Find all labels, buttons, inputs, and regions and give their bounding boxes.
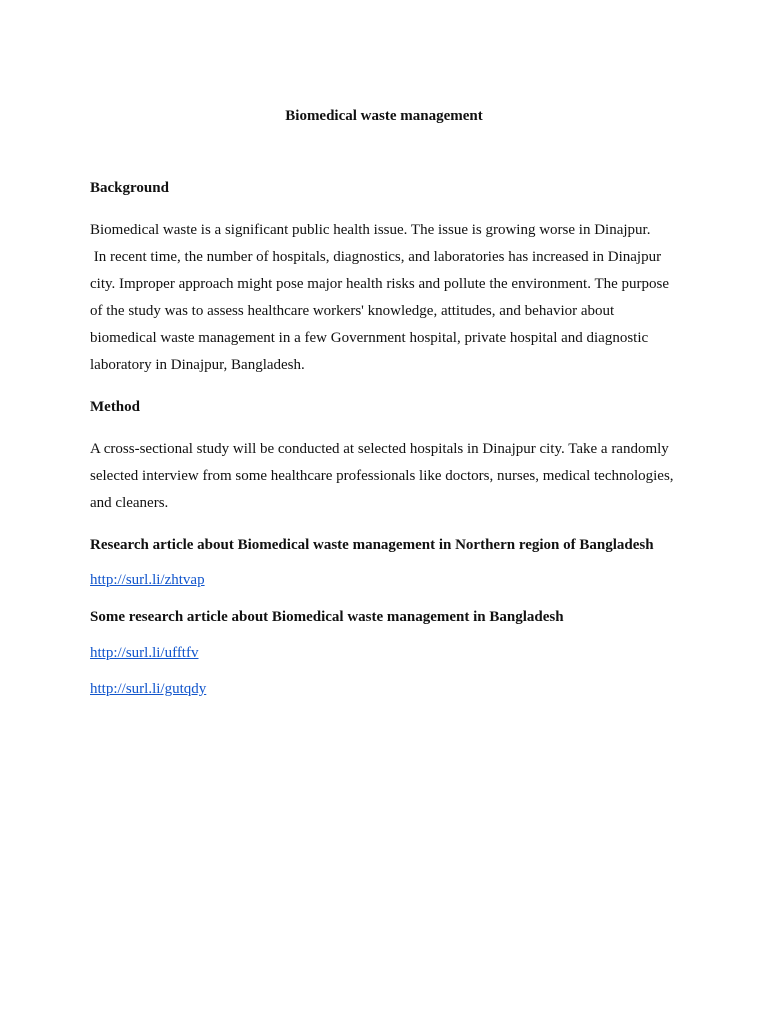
method-line: A cross-sectional study will be conducted at selected hospitals in Dinajpur city. Take a randomly [90,441,669,457]
background-line: of the study was to assess healthcare workers' knowledge, attitudes, and behavior about [90,303,615,319]
document-title: Biomedical waste management [285,108,483,124]
background-line: city. Improper approach might pose major health risks and pollute the environment. The purpose [90,276,670,292]
background-paragraph [90,217,690,379]
bangladesh-research-link-2[interactable]: http://surl.li/gutqdy [90,681,207,697]
method-line: and cleaners. [90,495,169,511]
bangladesh-research-heading: Some research article about Biomedical waste management in Bangladesh [90,609,564,625]
background-line: biomedical waste management in a few Government hospital, private hospital and diagnostic [90,330,649,346]
background-line: laboratory in Dinajpur, Bangladesh. [90,357,305,373]
background-heading: Background [90,180,169,196]
northern-research-link[interactable]: http://surl.li/zhtvap [90,572,205,588]
method-line: selected interview from some healthcare professionals like doctors, nurses, medical technologies, [90,468,674,484]
method-paragraph [90,436,690,517]
method-heading: Method [90,399,140,415]
background-line: In recent time, the number of hospitals, diagnostics, and laboratories has increased in Dinajpur [90,249,662,265]
northern-research-heading: Research article about Biomedical waste management in Northern region of Bangladesh [90,537,654,553]
background-line: Biomedical waste is a significant public health issue. The issue is growing worse in Dinajpur. [90,222,651,238]
bangladesh-research-link-1[interactable]: http://surl.li/ufftfv [90,645,199,661]
